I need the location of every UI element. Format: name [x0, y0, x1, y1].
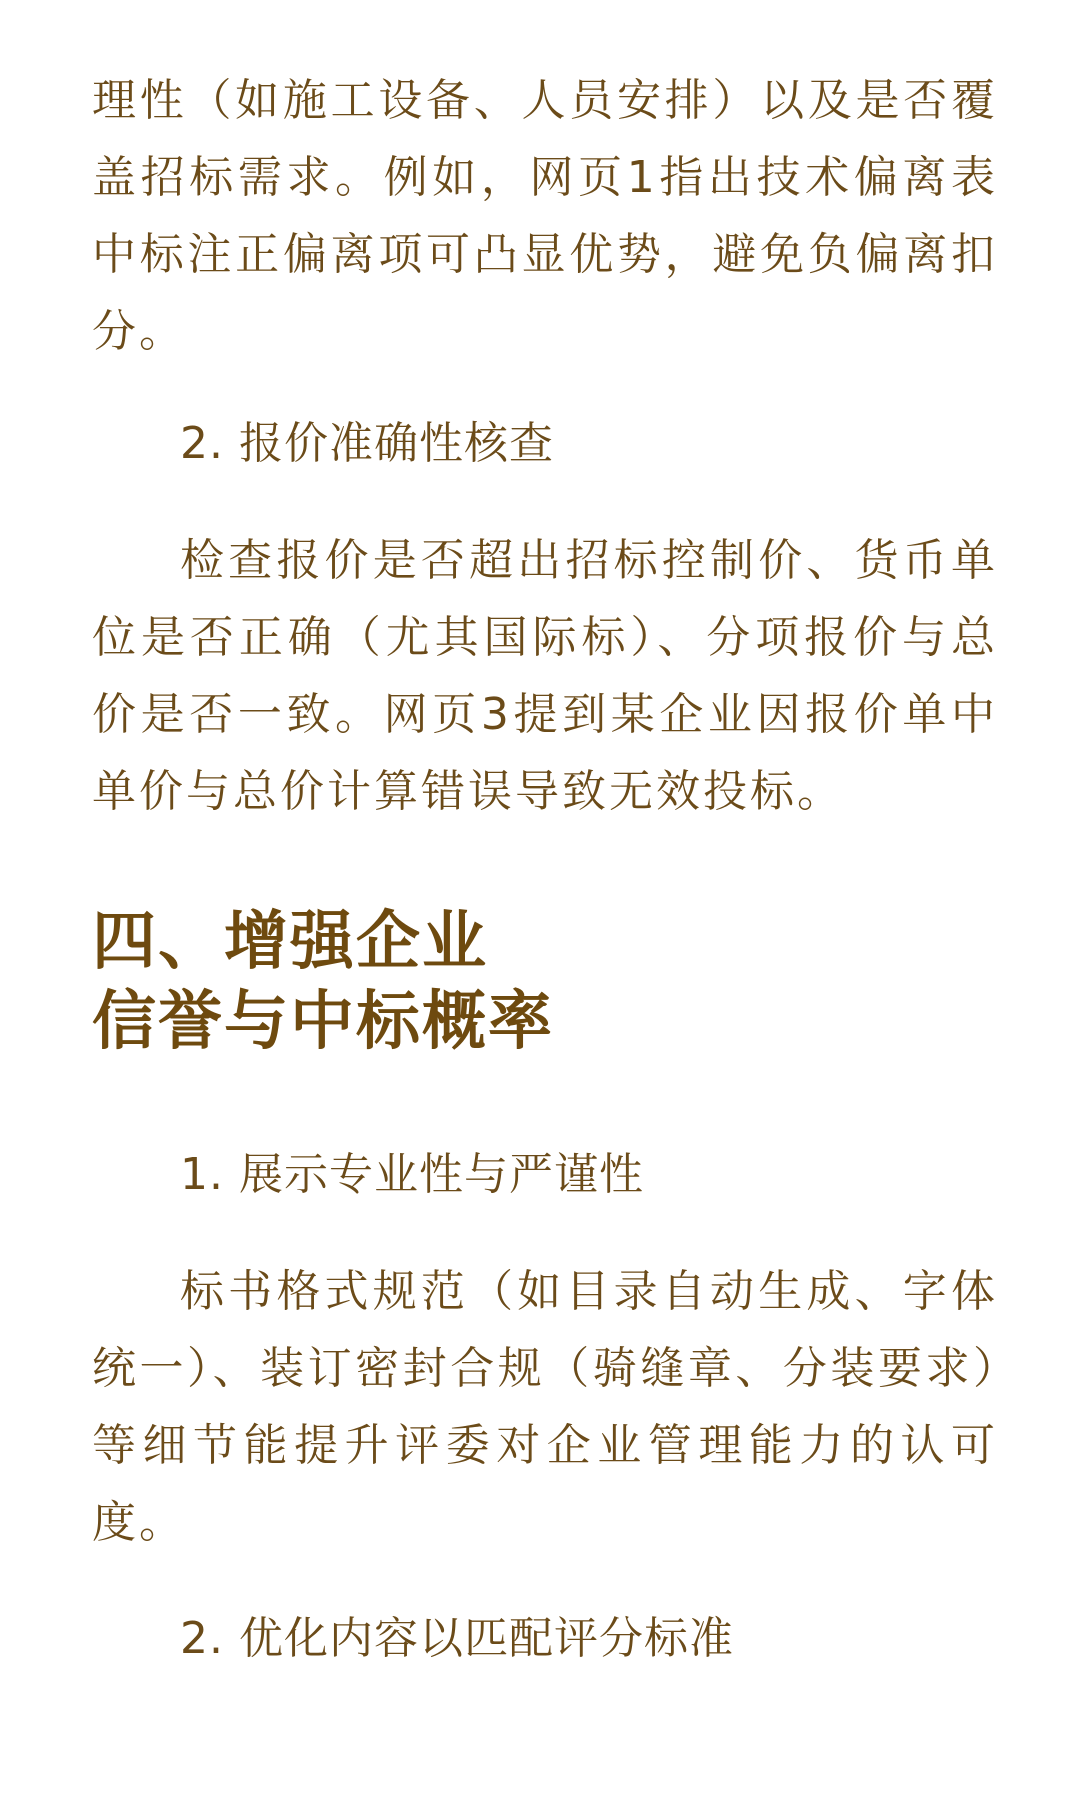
subheading-optimize-content: 2. 优化内容以匹配评分标准: [180, 1613, 734, 1664]
subheading-price-check: 2. 报价准确性核查: [180, 418, 554, 469]
paragraph-professionalism: [92, 1253, 998, 1561]
subheading-professionalism: 1. 展示专业性与严谨性: [180, 1149, 644, 1200]
section-title-four: 四、增强企业 信誉与中标概率: [92, 905, 554, 1059]
paragraph-text: 检查报价是否超出招标控制价、货币单位是否正确（尤其国际标）、分项报价与总价是否一致。网页3提到某企业因报价单中单价与总价计算错误导致无效投标。: [92, 535, 998, 817]
paragraph-technical-response: [92, 62, 998, 370]
paragraph-text: 理性（如施工设备、人员安排）以及是否覆盖招标需求。例如，网页1指出技术偏离表中标注正偏离项可凸显优势，避免负偏离扣分。: [92, 75, 998, 357]
paragraph-text: 标书格式规范（如目录自动生成、字体统一）、装订密封合规（骑缝章、分装要求）等细节能提升评委对企业管理能力的认可度。: [92, 1266, 998, 1548]
paragraph-price-check: [92, 522, 998, 830]
